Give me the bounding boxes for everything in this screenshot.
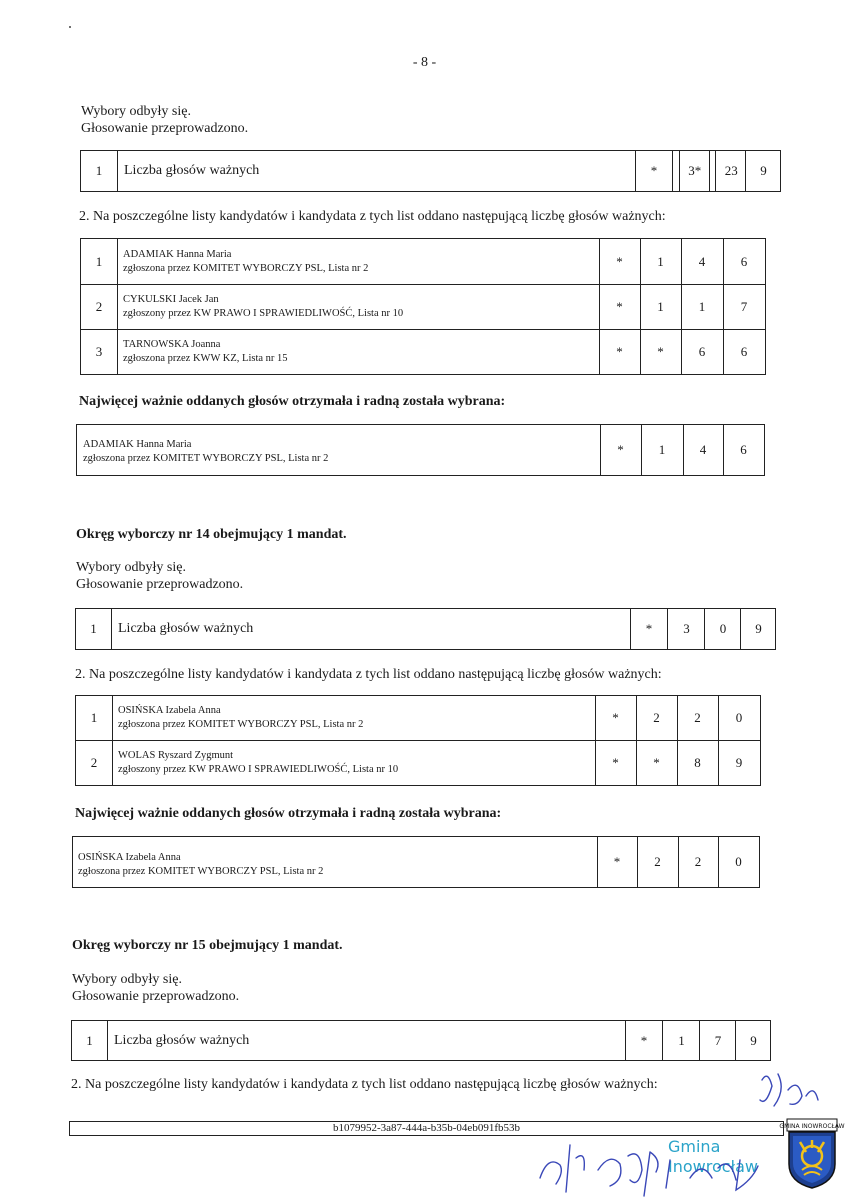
winner-table — [76, 424, 765, 476]
digit-cell: 0 — [735, 710, 743, 725]
voting-conducted-text: Głosowanie przeprowadzono. — [76, 577, 244, 592]
digit-cell: 9 — [735, 1021, 771, 1060]
candidate-number: 2 — [90, 754, 98, 770]
candidate-entry — [123, 293, 403, 321]
elections-held-text: Wybory odbyły się. — [76, 560, 186, 575]
valid-votes-label: Liczba głosów ważnych — [117, 151, 680, 191]
digit-cell: 7 — [699, 1021, 736, 1060]
digit-cell: 0 — [704, 609, 741, 649]
digit-cell: 3 — [672, 151, 710, 191]
stamp-text: GMINA INOWROCŁAW — [779, 1123, 845, 1130]
digit-cell: 2 — [654, 854, 661, 869]
digit-cell: 1 — [657, 253, 664, 269]
candidate-committee: zgłoszony przez KW PRAWO I SPRAWIEDLIWOŚĆ, Lista nr 10 — [123, 308, 404, 319]
candidate-name: TARNOWSKA Joanna — [123, 339, 221, 350]
district-14-heading: Okręg wyborczy nr 14 obejmujący 1 mandat. — [76, 527, 347, 542]
digit-cell: 2 — [694, 854, 702, 869]
digit-cell: 1 — [698, 298, 706, 314]
digit-cell: 1 — [657, 298, 664, 314]
digit-cell: 2 — [709, 151, 746, 191]
digit-cell: 4 — [698, 253, 706, 269]
candidate-entry — [118, 704, 363, 732]
digit-cell: 2 — [694, 710, 701, 725]
digit-cell: * — [617, 442, 624, 457]
candidate-committee: zgłoszony przez KW PRAWO I SPRAWIEDLIWOŚĆ, Lista nr 10 — [118, 764, 399, 775]
valid-votes-digits — [635, 150, 781, 192]
digit-cell: 3 — [667, 609, 705, 649]
digit-cell: 6 — [740, 253, 748, 269]
valid-votes-digits — [625, 1020, 771, 1061]
digit-cell: * — [645, 621, 653, 636]
digit-cell: * — [613, 854, 621, 869]
voting-conducted-text: Głosowanie przeprowadzono. — [81, 121, 249, 136]
digit-cell: * — [657, 343, 664, 359]
winner-committee: zgłoszona przez KOMITET WYBORCZY PSL, Lista nr 2 — [78, 866, 324, 877]
digit-cell: * — [640, 1032, 648, 1048]
candidate-number: 1 — [95, 253, 103, 269]
digit-cell: 7 — [740, 298, 748, 314]
valid-votes-label: Liczba głosów ważnych — [111, 609, 711, 649]
candidate-entry — [123, 248, 368, 276]
winner-table — [72, 836, 760, 888]
digit-cell: 9 — [740, 609, 776, 649]
digit-cell: * — [612, 710, 619, 725]
candidate-committee: zgłoszona przez KWW KZ, Lista nr 15 — [123, 353, 288, 364]
digit-cell: 1 — [658, 442, 666, 457]
winner-committee: zgłoszona przez KOMITET WYBORCZY PSL, Lista nr 2 — [83, 453, 329, 464]
district-15-heading: Okręg wyborczy nr 15 obejmujący 1 mandat. — [72, 938, 343, 953]
digit-cell: * — [650, 163, 658, 178]
digit-cell: * — [616, 298, 623, 314]
winner-name: OSIŃSKA Izabela Anna — [78, 852, 181, 863]
digit-cell: * — [612, 754, 619, 770]
candidate-name: OSIŃSKA Izabela Anna — [118, 705, 221, 716]
watermark-line2: Inowrocław — [668, 1157, 758, 1176]
candidate-number: 1 — [90, 710, 98, 725]
page-number: - 8 - — [412, 55, 437, 70]
digit-cell: * — [616, 253, 623, 269]
elections-held-text: Wybory odbyły się. — [81, 104, 191, 119]
candidate-entry — [118, 749, 398, 777]
winner-heading: Najwięcej ważnie oddanych głosów otrzymała i radną została wybrana: — [75, 806, 502, 821]
digit-cell: 3 — [715, 151, 753, 191]
elections-held-text: Wybory odbyły się. — [72, 972, 182, 987]
watermark-line1: Gmina — [668, 1137, 721, 1156]
candidate-number: 3 — [95, 343, 103, 359]
candidates-table — [80, 238, 766, 375]
digit-cell: 8 — [694, 754, 701, 770]
winner-name: ADAMIAK Hanna Maria — [83, 439, 192, 450]
voting-conducted-text: Głosowanie przeprowadzono. — [72, 989, 240, 1004]
digit-cell: * — [616, 343, 623, 359]
digit-cell: 4 — [699, 442, 707, 457]
valid-votes-digits — [630, 608, 776, 650]
document-hash: b1079952-3a87-444a-b35b-04eb091fb53b — [69, 1121, 784, 1136]
candidate-name: CYKULSKI Jacek Jan — [123, 294, 219, 305]
digit-cell: 0 — [735, 854, 742, 869]
candidates-intro: 2. Na poszczególne listy kandydatów i kandydata z tych list oddano następującą liczbę głosów ważnych: — [79, 209, 666, 224]
digit-cell: 6 — [698, 343, 706, 359]
candidate-entry — [123, 338, 288, 366]
candidate-committee: zgłoszona przez KOMITET WYBORCZY PSL, Lista nr 2 — [118, 719, 364, 730]
digit-cell: * — [653, 754, 660, 770]
row-number: 1 — [90, 621, 97, 636]
candidates-intro: 2. Na poszczególne listy kandydatów i kandydata z tych list oddano następującą liczbę głosów ważnych: — [75, 667, 662, 682]
digit-cell: 6 — [740, 442, 747, 457]
winner-heading: Najwięcej ważnie oddanych głosów otrzymała i radną została wybrana: — [79, 394, 506, 409]
digit-cell: 9 — [745, 151, 781, 191]
candidate-committee: zgłoszona przez KOMITET WYBORCZY PSL, Lista nr 2 — [123, 263, 369, 274]
winner-entry — [83, 438, 328, 466]
winner-entry — [78, 851, 323, 879]
digit-cell: 9 — [735, 754, 743, 770]
candidate-name: ADAMIAK Hanna Maria — [123, 249, 232, 260]
digit-cell: 2 — [653, 710, 660, 725]
digit-cell: 6 — [740, 343, 748, 359]
valid-votes-label: Liczba głosów ważnych — [107, 1021, 632, 1060]
digit-cell: * — [679, 151, 716, 191]
candidate-name: WOLAS Ryszard Zygmunt — [118, 750, 234, 761]
row-number: 1 — [95, 163, 103, 178]
candidates-table — [75, 695, 761, 786]
row-number: 1 — [86, 1032, 93, 1048]
handwritten-signature — [530, 1060, 830, 1200]
digit-cell: 1 — [662, 1021, 700, 1060]
scan-speck — [69, 26, 71, 28]
candidates-intro: 2. Na poszczególne listy kandydatów i kandydata z tych list oddano następującą liczbę głosów ważnych: — [71, 1077, 658, 1092]
candidate-number: 2 — [95, 298, 103, 314]
